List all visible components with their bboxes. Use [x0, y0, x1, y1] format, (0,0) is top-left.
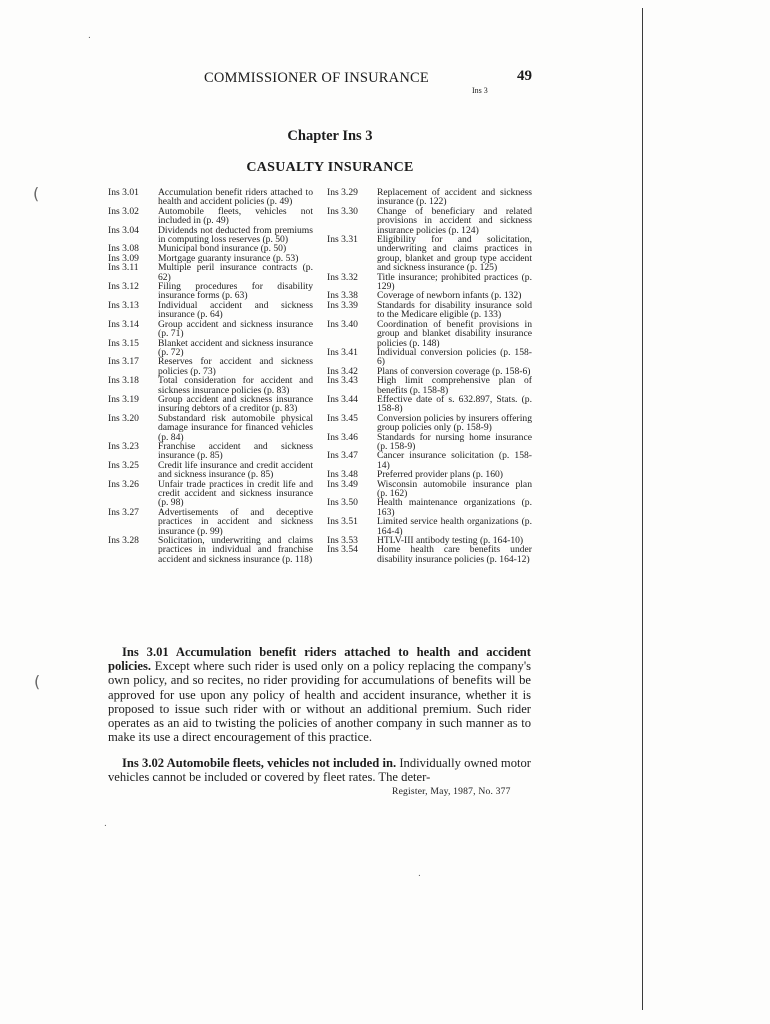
section-text: Except where such rider is used only on a policy replacing the company's own policy, and so recites, no rider providing for accumulations of benefits will be approved for use upon any policy of health and accident insurance, whether it is proposed to issue such rider with or without an additional premium. Such rider operates as an aid to twisting the policies of another company in such manner as to make its use a direct encouragement of this practice. — [108, 659, 531, 745]
page-edge-line — [642, 8, 643, 1010]
toc-section-number: Ins 3.32 — [327, 271, 358, 283]
toc-section-number: Ins 3.15 — [108, 337, 139, 349]
toc-section-number: Ins 3.19 — [108, 393, 139, 405]
toc-section-number: Ins 3.49 — [327, 478, 358, 490]
toc-section-title: Advertisements of and deceptive practices in accident and sickness insurance (p. 99) — [158, 506, 313, 537]
toc-entry — [108, 207, 313, 226]
toc-section-number: Ins 3.38 — [327, 290, 358, 302]
toc-section-title: Municipal bond insurance (p. 50) — [158, 243, 287, 255]
toc-section-title: Group accident and sickness insurance insuring debtors of a creditor (p. 83) — [158, 393, 313, 415]
toc-section-number: Ins 3.30 — [327, 205, 358, 217]
toc-section-number: Ins 3.09 — [108, 252, 139, 264]
toc-section-title: Limited service health organizations (p. 164-4) — [377, 516, 532, 537]
toc-section-number: Ins 3.08 — [108, 243, 139, 255]
toc-section-number: Ins 3.39 — [327, 299, 358, 311]
toc-section-number: Ins 3.17 — [108, 356, 139, 368]
toc-section-title: Change of beneficiary and related provisions in accident and sickness insurance policies (p. 124) — [377, 205, 532, 236]
toc-section-title: Credit life insurance and credit accident and sickness insurance (p. 85) — [158, 459, 313, 481]
scan-speck: . — [88, 30, 91, 41]
toc-section-number: Ins 3.45 — [327, 412, 358, 424]
toc-entry — [108, 282, 313, 301]
toc-section-number: Ins 3.04 — [108, 224, 139, 236]
chapter-title: Chapter Ins 3 — [287, 128, 373, 144]
toc-section-title: Effective date of s. 632.897, Stats. (p. 158-8) — [377, 393, 532, 415]
toc-section-title: Total consideration for accident and sickness insurance policies (p. 83) — [158, 375, 313, 396]
toc-section-number: Ins 3.23 — [108, 440, 139, 452]
toc-entry — [108, 414, 313, 442]
toc-entry — [327, 395, 532, 414]
toc-entry — [327, 188, 532, 207]
toc-section-title: Individual conversion policies (p. 158-6) — [377, 346, 532, 368]
scan-speck: . — [104, 818, 107, 829]
toc-section-title: Standards for nursing home insurance (p. 158-9) — [377, 431, 532, 452]
toc-entry — [108, 508, 313, 536]
toc-left-column — [108, 188, 313, 564]
section-heading: Ins 3.02 Automobile fleets, vehicles not included in. — [122, 756, 397, 770]
margin-mark: ( — [33, 184, 40, 203]
toc-section-number: Ins 3.50 — [327, 497, 358, 509]
section-paragraph — [108, 756, 531, 784]
toc-entry — [327, 348, 532, 367]
section-heading: Ins 3.01 Accumulation benefit riders attached to health and accident policies. — [108, 645, 531, 674]
toc-section-number: Ins 3.13 — [108, 299, 139, 311]
toc-entry — [108, 301, 313, 320]
toc-section-title: Automobile fleets, vehicles not included in (p. 49) — [158, 205, 313, 227]
toc-section-number: Ins 3.53 — [327, 535, 358, 547]
toc-entry — [327, 545, 532, 564]
toc-section-number: Ins 3.43 — [327, 375, 358, 387]
scan-speck: . — [418, 868, 421, 879]
toc-entry — [108, 480, 313, 508]
toc-section-number: Ins 3.14 — [108, 318, 139, 330]
toc-section-number: Ins 3.26 — [108, 478, 139, 490]
running-title: COMMISSIONER OF INSURANCE — [204, 70, 429, 86]
toc-section-number: Ins 3.18 — [108, 375, 139, 387]
page-number: 49 — [517, 68, 532, 84]
toc-section-number: Ins 3.40 — [327, 318, 358, 330]
toc-entry — [327, 207, 532, 235]
toc-entry — [327, 235, 532, 273]
toc-section-title: Title insurance; prohibited practices (p. 129) — [377, 271, 532, 293]
register-footer: Register, May, 1987, No. 377 — [392, 786, 511, 797]
toc-section-title: Reserves for accident and sickness policies (p. 73) — [158, 356, 313, 377]
toc-entry — [108, 376, 313, 395]
toc-section-number: Ins 3.20 — [108, 412, 139, 424]
toc-section-number: Ins 3.44 — [327, 393, 358, 405]
toc-section-title: Blanket accident and sickness insurance (p. 72) — [158, 337, 313, 358]
toc-section-title: Health maintenance organizations (p. 163) — [377, 497, 532, 518]
toc-entry — [327, 273, 532, 292]
toc-section-title: Group accident and sickness insurance (p. 71) — [158, 318, 313, 340]
toc-section-number: Ins 3.46 — [327, 431, 358, 443]
toc-entry — [327, 451, 532, 470]
toc-section-number: Ins 3.28 — [108, 535, 139, 547]
toc-section-title: High limit comprehensive plan of benefits (p. 158-8) — [377, 375, 532, 396]
toc-section-title: Unfair trade practices in credit life and credit accident and sickness insurance (p. 98) — [158, 478, 313, 509]
toc-entry — [327, 414, 532, 433]
toc-section-number: Ins 3.11 — [108, 262, 139, 274]
section-code: Ins 3 — [472, 86, 488, 95]
toc-section-title: Cancer insurance solicitation (p. 158-14) — [377, 450, 532, 471]
toc-entry — [327, 517, 532, 536]
toc-section-number: Ins 3.29 — [327, 187, 358, 198]
toc-section-number: Ins 3.02 — [108, 205, 139, 217]
toc-section-number: Ins 3.51 — [327, 516, 358, 528]
toc-entry — [327, 301, 532, 320]
toc-section-title: Substandard risk automobile physical damage insurance for financed vehicles (p. 84) — [158, 412, 313, 443]
toc-section-number: Ins 3.48 — [327, 469, 358, 481]
toc-entry — [108, 395, 313, 414]
chapter-subject: CASUALTY INSURANCE — [246, 160, 414, 175]
toc-section-title: Filing procedures for disability insurance forms (p. 63) — [158, 281, 313, 302]
toc-section-number: Ins 3.54 — [327, 544, 358, 556]
toc-entry — [327, 376, 532, 395]
toc-section-title: Coordination of benefit provisions in group and blanket disability insurance policies (p. 148) — [377, 318, 532, 349]
toc-section-title: HTLV-III antibody testing (p. 164-10) — [377, 535, 524, 547]
toc-section-number: Ins 3.25 — [108, 459, 139, 471]
toc-section-number: Ins 3.31 — [327, 234, 358, 246]
toc-section-title: Dividends not deducted from premiums in computing loss reserves (p. 50) — [158, 224, 313, 246]
toc-section-number: Ins 3.41 — [327, 346, 358, 358]
toc-section-title: Multiple peril insurance contracts (p. 62) — [158, 262, 313, 283]
toc-section-number: Ins 3.27 — [108, 506, 139, 518]
toc-entry — [108, 357, 313, 376]
toc-section-number: Ins 3.47 — [327, 450, 358, 462]
toc-entry — [108, 263, 313, 282]
section-text: Individually owned motor vehicles cannot be included or covered by fleet rates. The deter- — [108, 756, 532, 785]
toc-right-column — [327, 188, 532, 564]
toc-entry — [108, 226, 313, 245]
toc-section-title: Mortgage guaranty insurance (p. 53) — [158, 252, 299, 264]
toc-entry — [327, 480, 532, 499]
toc-entry — [108, 536, 313, 564]
toc-section-title: Accumulation benefit riders attached to health and accident policies (p. 49) — [158, 187, 313, 208]
toc-entry — [327, 320, 532, 348]
toc-entry — [108, 320, 313, 339]
toc-section-number: Ins 3.12 — [108, 281, 139, 293]
toc-section-title: Standards for disability insurance sold to the Medicare eligible (p. 133) — [377, 299, 532, 321]
toc-entry — [108, 339, 313, 358]
toc-entry — [327, 498, 532, 517]
toc-section-title: Preferred provider plans (p. 160) — [377, 469, 504, 481]
toc-section-title: Replacement of accident and sickness insurance (p. 122) — [377, 187, 532, 208]
toc-section-number: Ins 3.01 — [108, 187, 139, 198]
toc-section-title: Plans of conversion coverage (p. 158-6) — [377, 365, 531, 377]
toc-entry — [108, 442, 313, 461]
toc-entry — [327, 433, 532, 452]
toc-entry — [108, 188, 313, 207]
toc-section-title: Wisconsin automobile insurance plan (p. 162) — [377, 478, 532, 499]
toc-section-title: Eligibility for and solicitation, underwriting and claims practices in group, blanket and group type accident and sickness insurance (p. 125) — [377, 234, 532, 274]
toc-section-title: Individual accident and sickness insurance (p. 64) — [158, 299, 313, 321]
toc-section-title: Coverage of newborn infants (p. 132) — [377, 290, 522, 302]
toc-section-title: Solicitation, underwriting and claims practices in individual and franchise accident and sickness insurance (p. 118) — [158, 535, 313, 565]
toc-section-title: Home health care benefits under disability insurance policies (p. 164-12) — [377, 544, 532, 565]
toc-entry — [108, 461, 313, 480]
margin-mark: ( — [34, 672, 41, 691]
toc-section-title: Franchise accident and sickness insurance (p. 85) — [158, 440, 313, 462]
toc-section-title: Conversion policies by insurers offering group policies only (p. 158-9) — [377, 412, 532, 434]
toc-section-number: Ins 3.42 — [327, 365, 358, 377]
section-paragraph — [108, 645, 531, 744]
